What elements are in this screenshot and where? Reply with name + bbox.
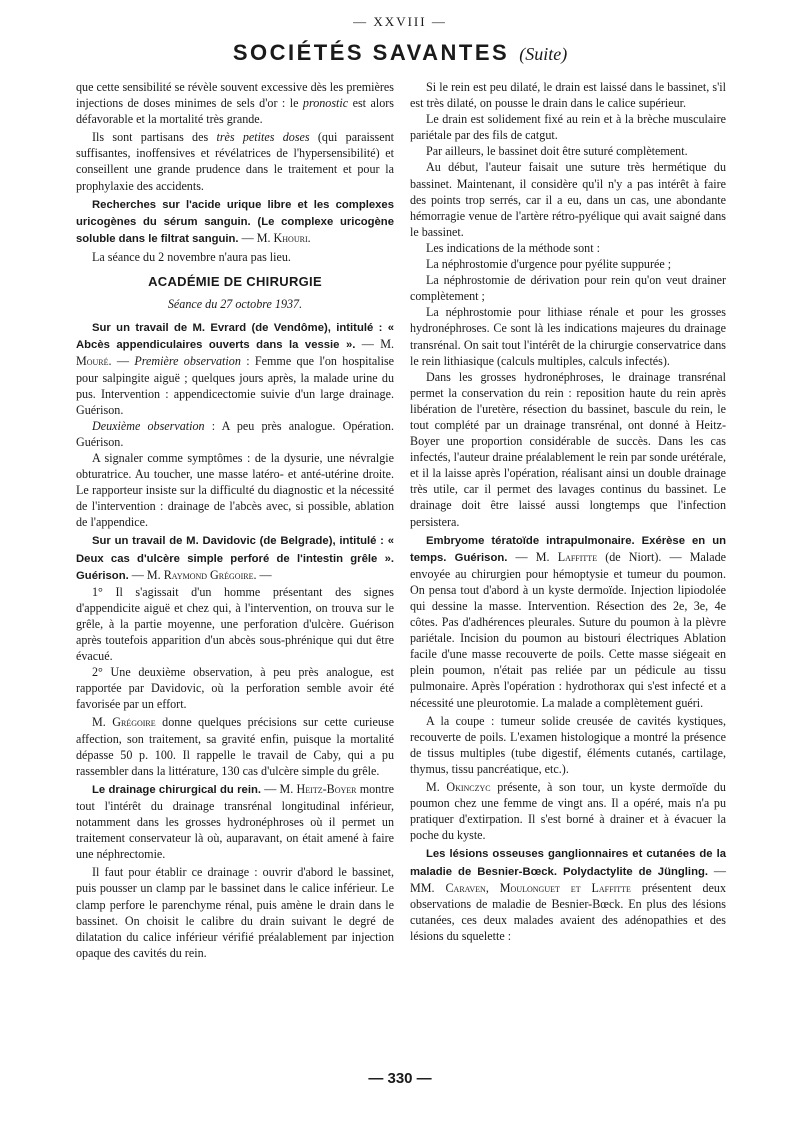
paragraph: Deuxième observation : A peu près analogue. Opération. Guérison. bbox=[76, 418, 394, 449]
paragraph: Si le rein est peu dilaté, le drain est laissé dans le bassinet, s'il est très dilaté, on pousse le drain dans le calice supérieur. bbox=[410, 80, 726, 111]
paragraph: La séance du 2 novembre n'aura pas lieu. bbox=[92, 249, 291, 264]
paragraph: La néphrostomie pour lithiase rénale et pour les grosses hydronéphroses. Ce sont là les indications majeures du drainage transrénal. On sait tout l'intérêt de la chirurgie conservatrice dans le rein lithiasique (calculs multiples, calculs infectés). bbox=[410, 305, 726, 368]
paragraph: Les lésions osseuses ganglionnaires et cutanées de la maladie de Besnier-Bœck. Polydactylite de Jüngling. — MM. Caraven, Moulonguet et Laffitte présentent deux observations de maladie de Besnier-Bœck. En plus des lésions cutanées, ces deux malades avaient des adénopathies et des lésions du squelette : bbox=[410, 848, 726, 943]
paragraph: 2° Une deuxième observation, à peu près analogue, est rapportée par Davidovic, où la perforation semble avoir été favorisée par un effort. bbox=[76, 665, 394, 712]
running-title bbox=[0, 40, 800, 66]
left-column bbox=[76, 79, 394, 961]
author-name: M. Grégoire bbox=[92, 715, 156, 730]
paragraph: Par ailleurs, le bassinet doit être suturé complètement. bbox=[426, 144, 688, 159]
paragraph: que cette sensibilité se révèle souvent excessive dès les premières injections de doses minimes de sels d'or : le pronostic est alors défavorable et la mortalité très grande. bbox=[76, 80, 394, 127]
article-heading: Les lésions osseuses ganglionnaires et cutanées de la maladie de Besnier-Bœck. Polydactylite de Jüngling. bbox=[410, 848, 726, 878]
running-title-suite: (Suite) bbox=[519, 44, 568, 64]
paragraph: Ils sont partisans des très petites doses (qui paraissent suffisantes, inoffensives et révélatrices de l'hypersensibilité) et conseillent une grande prudence dans le traitement et pour la prophylaxie des accidents. bbox=[76, 130, 395, 193]
author-name: M. Okinczyc bbox=[426, 780, 491, 795]
article-heading: Recherches sur l'acide urique libre et les complexes uricogènes du sérum sanguin. (Le complexe uricogène soluble dans le filtrat sanguin. bbox=[76, 198, 394, 245]
paragraph: Recherches sur l'acide urique libre et les complexes uricogènes du sérum sanguin. (Le complexe uricogène soluble dans le filtrat sanguin. — M. Khouri. bbox=[76, 198, 394, 245]
author-name: Heitz-Boyer bbox=[296, 781, 357, 796]
paragraph: Dans les grosses hydronéphroses, le drainage transrénal permet la conservation du rein : reposition haute du rein après libération de l'uretère, résection du bassinet, bascule du rein, le tout complété par un drainage transrénal, ont donné à Heitz-Boyer une proportion considérable de succès. Dans les cas infectés, l'auteur draine préalablement le rein par sonde urétérale, et il la laisse après l'opération, réalisant ainsi un double drainage très utile, car il permet des lavages continus du bassinet. Le drainage doit être laissé aussi longtemps que l'infection persistera. bbox=[410, 369, 726, 529]
article-heading: Sur un travail de M. Evrard (de Vendôme), intitulé : « Abcès appendiculaires ouverts dans la vessie ». bbox=[76, 322, 394, 352]
author-name: Laffitte bbox=[557, 549, 598, 564]
author-name: Raymond Grégoire. bbox=[163, 567, 257, 582]
paragraph: 1° Il s'agissait d'un homme présentant des signes d'appendicite aiguë et chez qui, à l'intervention, on trouva sur le grêle, à la partie moyenne, une perforation d'ulcère. Guérison après toutefois apparition d'un abcès sous-phrénique qui dut être évacué. bbox=[76, 584, 394, 664]
paragraph: La néphrostomie de dérivation pour rein qu'on veut drainer complètement ; bbox=[410, 273, 726, 304]
author-name: Khouri. bbox=[273, 230, 311, 245]
running-title-text: SOCIÉTÉS SAVANTES bbox=[232, 40, 510, 65]
page-roman-numeral: — XXVIII — bbox=[353, 14, 447, 29]
paragraph: M. Okinczyc présente, à son tour, un kyste dermoïde du poumon chez une femme de vingt ans. Il a opéré, mais n'a pu pratiquer d'extirpation. Il s'est borné à drainer et à évacuer la poche du kyste. bbox=[410, 780, 726, 843]
author-name: Mouré. bbox=[76, 354, 112, 369]
article-heading: Embryome tératoïde intrapulmonaire. Exérèse en un temps. Guérison. bbox=[410, 534, 726, 564]
paragraph: Sur un travail de M. Evrard (de Vendôme), intitulé : « Abcès appendiculaires ouverts dans la vessie ». — M. Mouré. — Première observation : Femme que l'on hospitalise pour salpingite aiguë ; quelques jours après, la malade urine du pus. Intervention : appendicectomie suivie d'un large drainage. Guérison. bbox=[76, 322, 395, 417]
paragraph: Sur un travail de M. Davidovic (de Belgrade), intitulé : « Deux cas d'ulcère simple perforé de l'intestin grêle ». Guérison. — M. Raymond Grégoire. — bbox=[76, 535, 394, 582]
section-title: ACADÉMIE DE CHIRURGIE bbox=[148, 274, 322, 290]
paragraph: A signaler comme symptômes : de la dysurie, une névralgie obturatrice. Au toucher, une masse latéro- et anté-utérine droite. Le rapporteur insiste sur la difficulté du diagnostic et la nécessité de l'intervention : drainage de l'abcès avec, si possible, ablation de l'appendice. bbox=[76, 450, 394, 530]
paragraph: Il faut pour établir ce drainage : ouvrir d'abord le bassinet, puis pousser un clamp par le bassinet dans le calice inférieur. Le clamp perfore le parenchyme rénal, puis amène le drain dans le bassinet. On choisit le calibre du drain suivant le degré de dilatation du calice inférieur vérifié préalablement par injection opaque des cavités du rein. bbox=[76, 865, 394, 960]
page-header bbox=[0, 0, 800, 74]
session-date: Séance du 27 octobre 1937. bbox=[167, 297, 303, 312]
paragraph: A la coupe : tumeur solide creusée de cavités kystiques, recouverte de poils. L'examen histologique a montré la présence de tissus multiples (tube digestif, éléments cutanés, cartilage, thymus, tissu pancréatique, etc.). bbox=[410, 713, 726, 776]
author-name: Caraven, Moulonguet et Laffitte bbox=[445, 880, 631, 895]
paragraph: La néphrostomie d'urgence pour pyélite suppurée ; bbox=[426, 257, 672, 272]
page-number: — 330 — bbox=[368, 1070, 432, 1087]
paragraph: Les indications de la méthode sont : bbox=[426, 240, 600, 255]
paragraph: Le drainage chirurgical du rein. — M. Heitz-Boyer montre tout l'intérêt du drainage transrénal longitudinal inférieur, notamment dans les grosses hydronéphroses où il permet un traitement conservateur là où, auparavant, on était amené à faire une néphrectomie. bbox=[76, 781, 394, 862]
paragraph: Embryome tératoïde intrapulmonaire. Exérèse en un temps. Guérison. — M. Laffitte (de Niort). — Malade envoyée au chirurgien pour hémoptysie et tumeur du poumon. On pensa tout d'abord à un kyste dermoïde. Injection lipiodolée qui dessine la masse. Intervention. Résection des 2e, 3e, 4e côtes. Pas d'adhérences pleurales. Suture du poumon à la plèvre pariétale. Incision du poumon au bistouri électriques Ablation facile d'une masse recouverte de poils. Cette masse siégeait en plein poumon, n'était pas reliée par un pédicule au tissu pulmonaire. Après l'opération : hydrothorax qui s'est infecté et a nécessité une pleurotomie. La malade a complètement guéri. bbox=[410, 534, 726, 710]
article-heading: Le drainage chirurgical du rein. bbox=[92, 783, 262, 796]
article-heading: Sur un travail de M. Davidovic (de Belgrade), intitulé : « Deux cas d'ulcère simple perforé de l'intestin grêle ». Guérison. bbox=[76, 535, 394, 582]
right-column bbox=[410, 79, 726, 944]
paragraph: Au début, l'auteur faisait une suture très hermétique du bassinet. Maintenant, il considère qu'il n'y a pas intérêt à faire des points trop serrés, car il a eu, dans un cas, une abondante hémorragie venue de l'artère rétro-pyélique qui avait saigné dans le bassinet. bbox=[410, 160, 726, 239]
paragraph: Le drain est solidement fixé au rein et à la brèche musculaire pariétale par des fils de catgut. bbox=[410, 112, 726, 143]
paragraph: M. Grégoire donne quelques précisions sur cette curieuse affection, son traitement, sa gravité enfin, puisque la mortalité dépasse 50 p. 100. Il rappelle le travail de Caby, qui a pu rassembler dans la littérature, 130 cas d'ulcère simple du grêle. bbox=[76, 715, 394, 778]
